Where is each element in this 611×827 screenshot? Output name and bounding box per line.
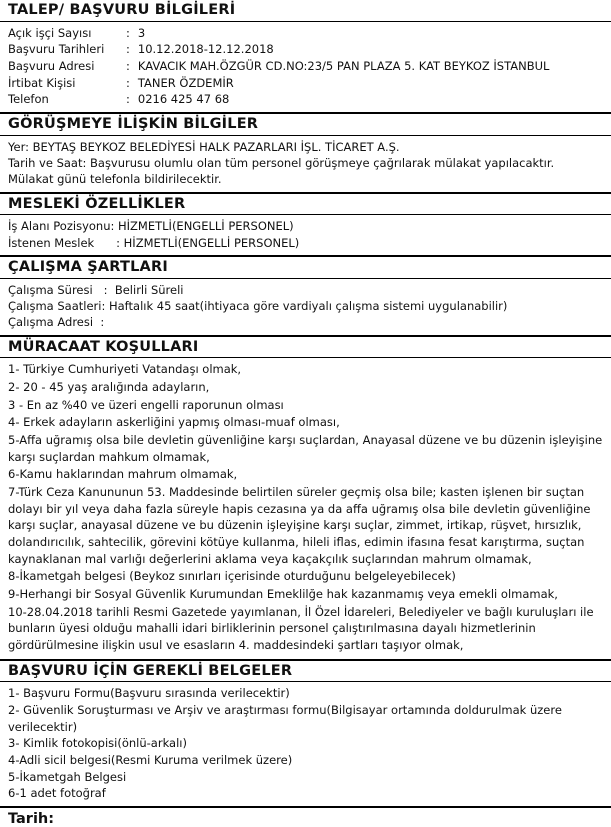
condition-item: 10-28.04.2018 tarihli Resmi Gazetede yayımlanan, İl Özel İdareleri, Belediyeler ve bağlı kuruluşları ile bunların üyesi olduğu mahalli idari birliklerinin personel çalıştırılmasına dayalı hizmetlerinin gördürülmesine ilişkin usul ve esasların 4. maddesindeki şartları taşıyor olmak, [8,604,594,653]
document-item: 3- Kimlik fotokopisi(önlü-arkalı) [8,736,187,751]
field-separator: : [126,25,130,40]
field-row [8,75,603,92]
field-label: Açık işçi Sayısı [8,25,92,40]
section-body [0,279,611,335]
document-item: 2- Güvenlik Soruşturması ve Arşiv ve araştırması formu(Bilgisayar ortamında doldurulmak üzere verilecektir) [8,703,562,734]
field-value: 10.12.2018-12.12.2018 [137,42,274,57]
section-body [0,682,611,806]
section-body [0,22,611,112]
field-value: KAVACIK MAH.ÖZGÜR CD.NO:23/5 PAN PLAZA 5. KAT BEYKOZ İSTANBUL [137,59,550,74]
condition-item: 6-Kamu haklarından mahrum olmamak, [8,467,238,482]
date-label: Tarih: [0,807,611,827]
section-talep-basvuru [0,0,611,113]
text-line: Çalışma Süresi : Belirli Süreli [8,282,184,297]
section-title: MESLEKİ ÖZELLİKLER [0,194,611,216]
field-value: 3 [137,25,146,40]
field-row [8,58,603,75]
section-mesleki-ozellikler [0,193,611,256]
section-body [0,358,611,658]
section-calisma-sartlari [0,256,611,336]
field-separator: : [126,42,130,57]
field-separator: : [126,75,130,90]
document-item: 5-İkametgah Belgesi [8,769,127,784]
text-line: Çalışma Adresi : [8,315,105,330]
document-item: 1- Başvuru Formu(Başvuru sırasında verilecektir) [8,686,290,701]
text-line: Yer: BEYTAŞ BEYKOZ BELEDİYESİ HALK PAZARLARI İŞL. TİCARET A.Ş. [8,139,400,154]
field-value: TANER ÖZDEMİR [137,75,234,90]
field-separator: : [126,92,130,107]
field-label: İrtibat Kişisi [8,75,76,90]
field-row [8,25,603,42]
text-line: Çalışma Saatleri: Haftalık 45 saat(ihtiyaca göre vardiyalı çalışma sistemi uygulanabilir) [8,299,508,314]
condition-item: 3 - En az %40 ve üzeri engelli raporunun olması [8,397,284,412]
field-row [8,41,603,58]
section-title: ÇALIŞMA ŞARTLARI [0,257,611,279]
field-row [8,91,603,108]
document-item: 4-Adli sicil belgesi(Resmi Kuruma verilmek üzere) [8,753,293,768]
section-body [0,136,611,192]
section-gerekli-belgeler [0,660,611,807]
section-title: GÖRÜŞMEYE İLİŞKİN BİLGİLER [0,114,611,136]
document-item: 6-1 adet fotoğraf [8,786,106,801]
section-body [0,215,611,255]
field-label: Başvuru Tarihleri [8,42,105,57]
condition-item: 5-Affa uğramış olsa bile devletin güvenliğine karşı suçlardan, Anayasal düzene ve bu düzenin işleyişine karşı suçlardan mahkum olmamak, [8,433,603,464]
field-separator: : [126,59,130,74]
bottom-partial-row [0,807,611,827]
text-line: Tarih ve Saat: Başvurusu olumlu olan tüm personel görüşmeye çağrılarak mülakat yapılacaktır. [8,156,555,171]
field-label: Başvuru Adresi [8,59,95,74]
text-line: Mülakat günü telefonla bildirilecektir. [8,172,222,187]
condition-item: 4- Erkek adayların askerliğini yapmış olması-muaf olması, [8,415,340,430]
field-value: 0216 425 47 68 [137,92,230,107]
section-title: TALEP/ BAŞVURU BİLGİLERİ [0,0,611,22]
section-gorusme-bilgileri [0,113,611,193]
section-title: BAŞVURU İÇİN GEREKLİ BELGELER [0,661,611,683]
condition-item: 7-Türk Ceza Kanununun 53. Maddesinde belirtilen süreler geçmiş olsa bile; kasten işlenen bir suçtan dolayı bir yıl veya daha fazla süreyle hapis cezasına ya da affa uğramış olsa bile devletin güvenliğine karşı suçlar, anayasal düzene ve bu düzenin işleyişine karşı suçlar, zimmet, irtikap, rüşvet, hırsızlık, dolandırıcılık, sahtecilik, görevini kötüye kullanma, hileli iflas, edimin ifasına fesat karıştırma, suçtan kaynaklanan mal varlığı değerlerini aklama veya kaçakçılık suçlarından mahrum olmamak, [8,485,591,566]
condition-item: 8-İkametgah belgesi (Beykoz sınırları içerisinde oturduğunu belgeleyebilecek) [8,569,456,584]
text-line: İstenen Meslek : HİZMETLİ(ENGELLİ PERSONEL) [8,235,300,250]
field-label: Telefon [8,92,49,107]
section-muracaat-kosullari [0,336,611,660]
condition-item: 2- 20 - 45 yaş aralığında adayların, [8,380,210,395]
condition-item: 9-Herhangi bir Sosyal Güvenlik Kurumundan Emeklilğe hak kazanmamış veya emekli olmamak, [8,587,558,602]
section-title: MÜRACAAT KOŞULLARI [0,337,611,359]
text-line: İş Alanı Pozisyonu: HİZMETLİ(ENGELLİ PERSONEL) [8,219,294,234]
condition-item: 1- Türkiye Cumhuriyeti Vatandaşı olmak, [8,362,242,377]
